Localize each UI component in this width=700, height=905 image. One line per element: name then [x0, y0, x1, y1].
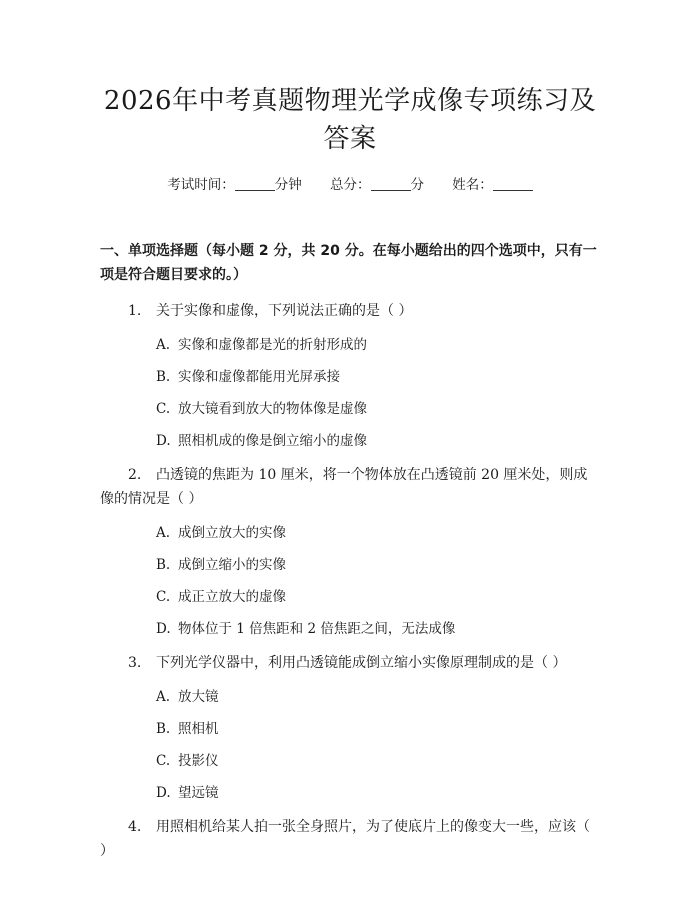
score-unit: 分 [410, 177, 424, 193]
option-letter: D. [156, 621, 171, 637]
time-blank[interactable] [235, 176, 275, 191]
name-field [452, 175, 533, 195]
option-d[interactable] [100, 783, 600, 803]
time-unit: 分钟 [274, 177, 302, 193]
option-text: 照相机成的像是倒立缩小的虚像 [178, 433, 367, 449]
option-letter: C. [156, 401, 171, 417]
question-text: 关于实像和虚像，下列说法正确的是（ ） [156, 303, 413, 319]
option-list [100, 687, 600, 803]
score-label: 总分： [330, 177, 371, 193]
question-text: 下列光学仪器中，利用凸透镜能成倒立缩小实像原理制成的是（ ） [156, 655, 567, 671]
option-letter: D. [156, 785, 171, 801]
question-number: 4. [128, 819, 142, 835]
option-list [100, 523, 600, 639]
section-heading: 一、单项选择题（每小题 2 分，共 20 分。在每小题给出的四个选项中，只有一项是符合题目要求的。） [100, 243, 597, 283]
question-1 [100, 299, 600, 451]
name-blank[interactable] [493, 176, 533, 191]
option-letter: A. [156, 689, 171, 705]
option-d[interactable] [100, 619, 600, 639]
option-text: 成倒立放大的实像 [178, 525, 286, 541]
option-b[interactable] [100, 367, 600, 387]
page-title: 2026年中考真题物理光学成像专项练习及答案 [103, 86, 597, 154]
question-stem [100, 815, 600, 863]
score-blank[interactable] [371, 176, 411, 191]
option-d[interactable] [100, 431, 600, 451]
option-a[interactable] [100, 523, 600, 543]
question-text: 凸透镜的焦距为 10 厘米，将一个物体放在凸透镜前 20 厘米处，则成像的情况是（ ） [100, 467, 588, 507]
name-label: 姓名： [452, 177, 493, 193]
option-text: 成倒立缩小的实像 [178, 557, 286, 573]
option-c[interactable] [100, 587, 600, 607]
question-number: 2. [128, 467, 142, 483]
option-text: 实像和虚像都能用光屏承接 [178, 369, 340, 385]
question-2 [100, 463, 600, 639]
option-letter: C. [156, 753, 171, 769]
option-b[interactable] [100, 719, 600, 739]
question-3 [100, 651, 600, 803]
option-text: 望远镜 [178, 785, 219, 801]
time-label: 考试时间： [167, 177, 235, 193]
option-letter: A. [156, 337, 171, 353]
option-letter: A. [156, 525, 171, 541]
option-text: 放大镜 [178, 689, 219, 705]
time-field [167, 175, 302, 195]
option-letter: C. [156, 589, 171, 605]
option-text: 物体位于 1 倍焦距和 2 倍焦距之间，无法成像 [178, 621, 456, 637]
question-text: 用照相机给某人拍一张全身照片，为了使底片上的像变大一些，应该（ ） [100, 819, 590, 859]
question-stem [100, 651, 600, 675]
option-b[interactable] [100, 555, 600, 575]
question-stem [100, 299, 600, 323]
question-stem [100, 463, 600, 511]
option-text: 实像和虚像都是光的折射形成的 [178, 337, 367, 353]
question-number: 3. [128, 655, 142, 671]
score-field [330, 175, 424, 195]
option-a[interactable] [100, 335, 600, 355]
option-letter: B. [156, 721, 171, 737]
option-letter: B. [156, 557, 171, 573]
option-text: 投影仪 [178, 753, 219, 769]
option-list [100, 335, 600, 451]
option-text: 成正立放大的虚像 [178, 589, 286, 605]
option-c[interactable] [100, 751, 600, 771]
option-letter: B. [156, 369, 171, 385]
question-4 [100, 815, 600, 863]
option-text: 放大镜看到放大的物体像是虚像 [178, 401, 367, 417]
exam-meta [100, 175, 600, 195]
option-c[interactable] [100, 399, 600, 419]
option-letter: D. [156, 433, 171, 449]
option-text: 照相机 [178, 721, 219, 737]
option-a[interactable] [100, 687, 600, 707]
question-number: 1. [128, 303, 142, 319]
